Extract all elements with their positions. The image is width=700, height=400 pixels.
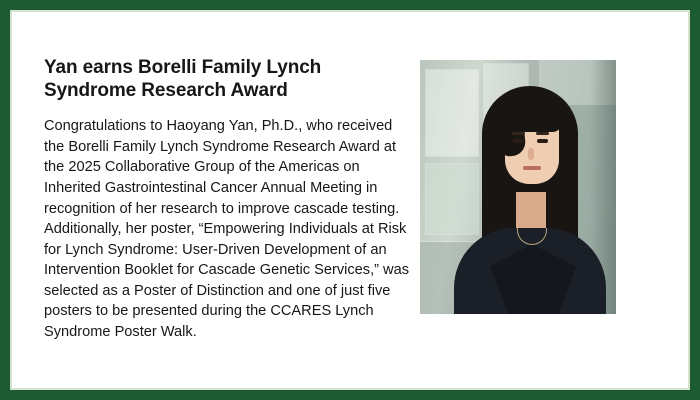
card-content (32, 32, 668, 368)
nose (528, 148, 534, 160)
portrait-photo (420, 60, 616, 314)
person-figure (420, 60, 616, 314)
eye-left (513, 139, 524, 143)
announcement-card (10, 10, 690, 390)
text-column (32, 32, 412, 343)
eyebrow-left (512, 132, 525, 135)
eye-right (537, 139, 548, 143)
announcement-body: Congratulations to Haoyang Yan, Ph.D., who received the Borelli Family Lynch Syndrome Research Award at the 2025 Collaborative Group of the Americas on Inherited Gastrointestinal Cancer Annual Meeting in recognition of her research to improve cascade testing. Additionally, her poster, “Empowering Individuals at Risk for Lynch Syndrome: User-Driven Development of an Intervention Booklet for Cascade Genetic Services,” was selected as a Poster of Distinction and one of just five posters to be presented during the CCARES Lynch Syndrome Poster Walk. (44, 118, 410, 340)
mouth (523, 166, 541, 170)
eyebrow-right (536, 132, 549, 135)
image-column (412, 32, 612, 314)
hair-sweep (495, 103, 526, 157)
page-title: Yan earns Borelli Family Lynch Syndrome Research Award (44, 57, 322, 102)
